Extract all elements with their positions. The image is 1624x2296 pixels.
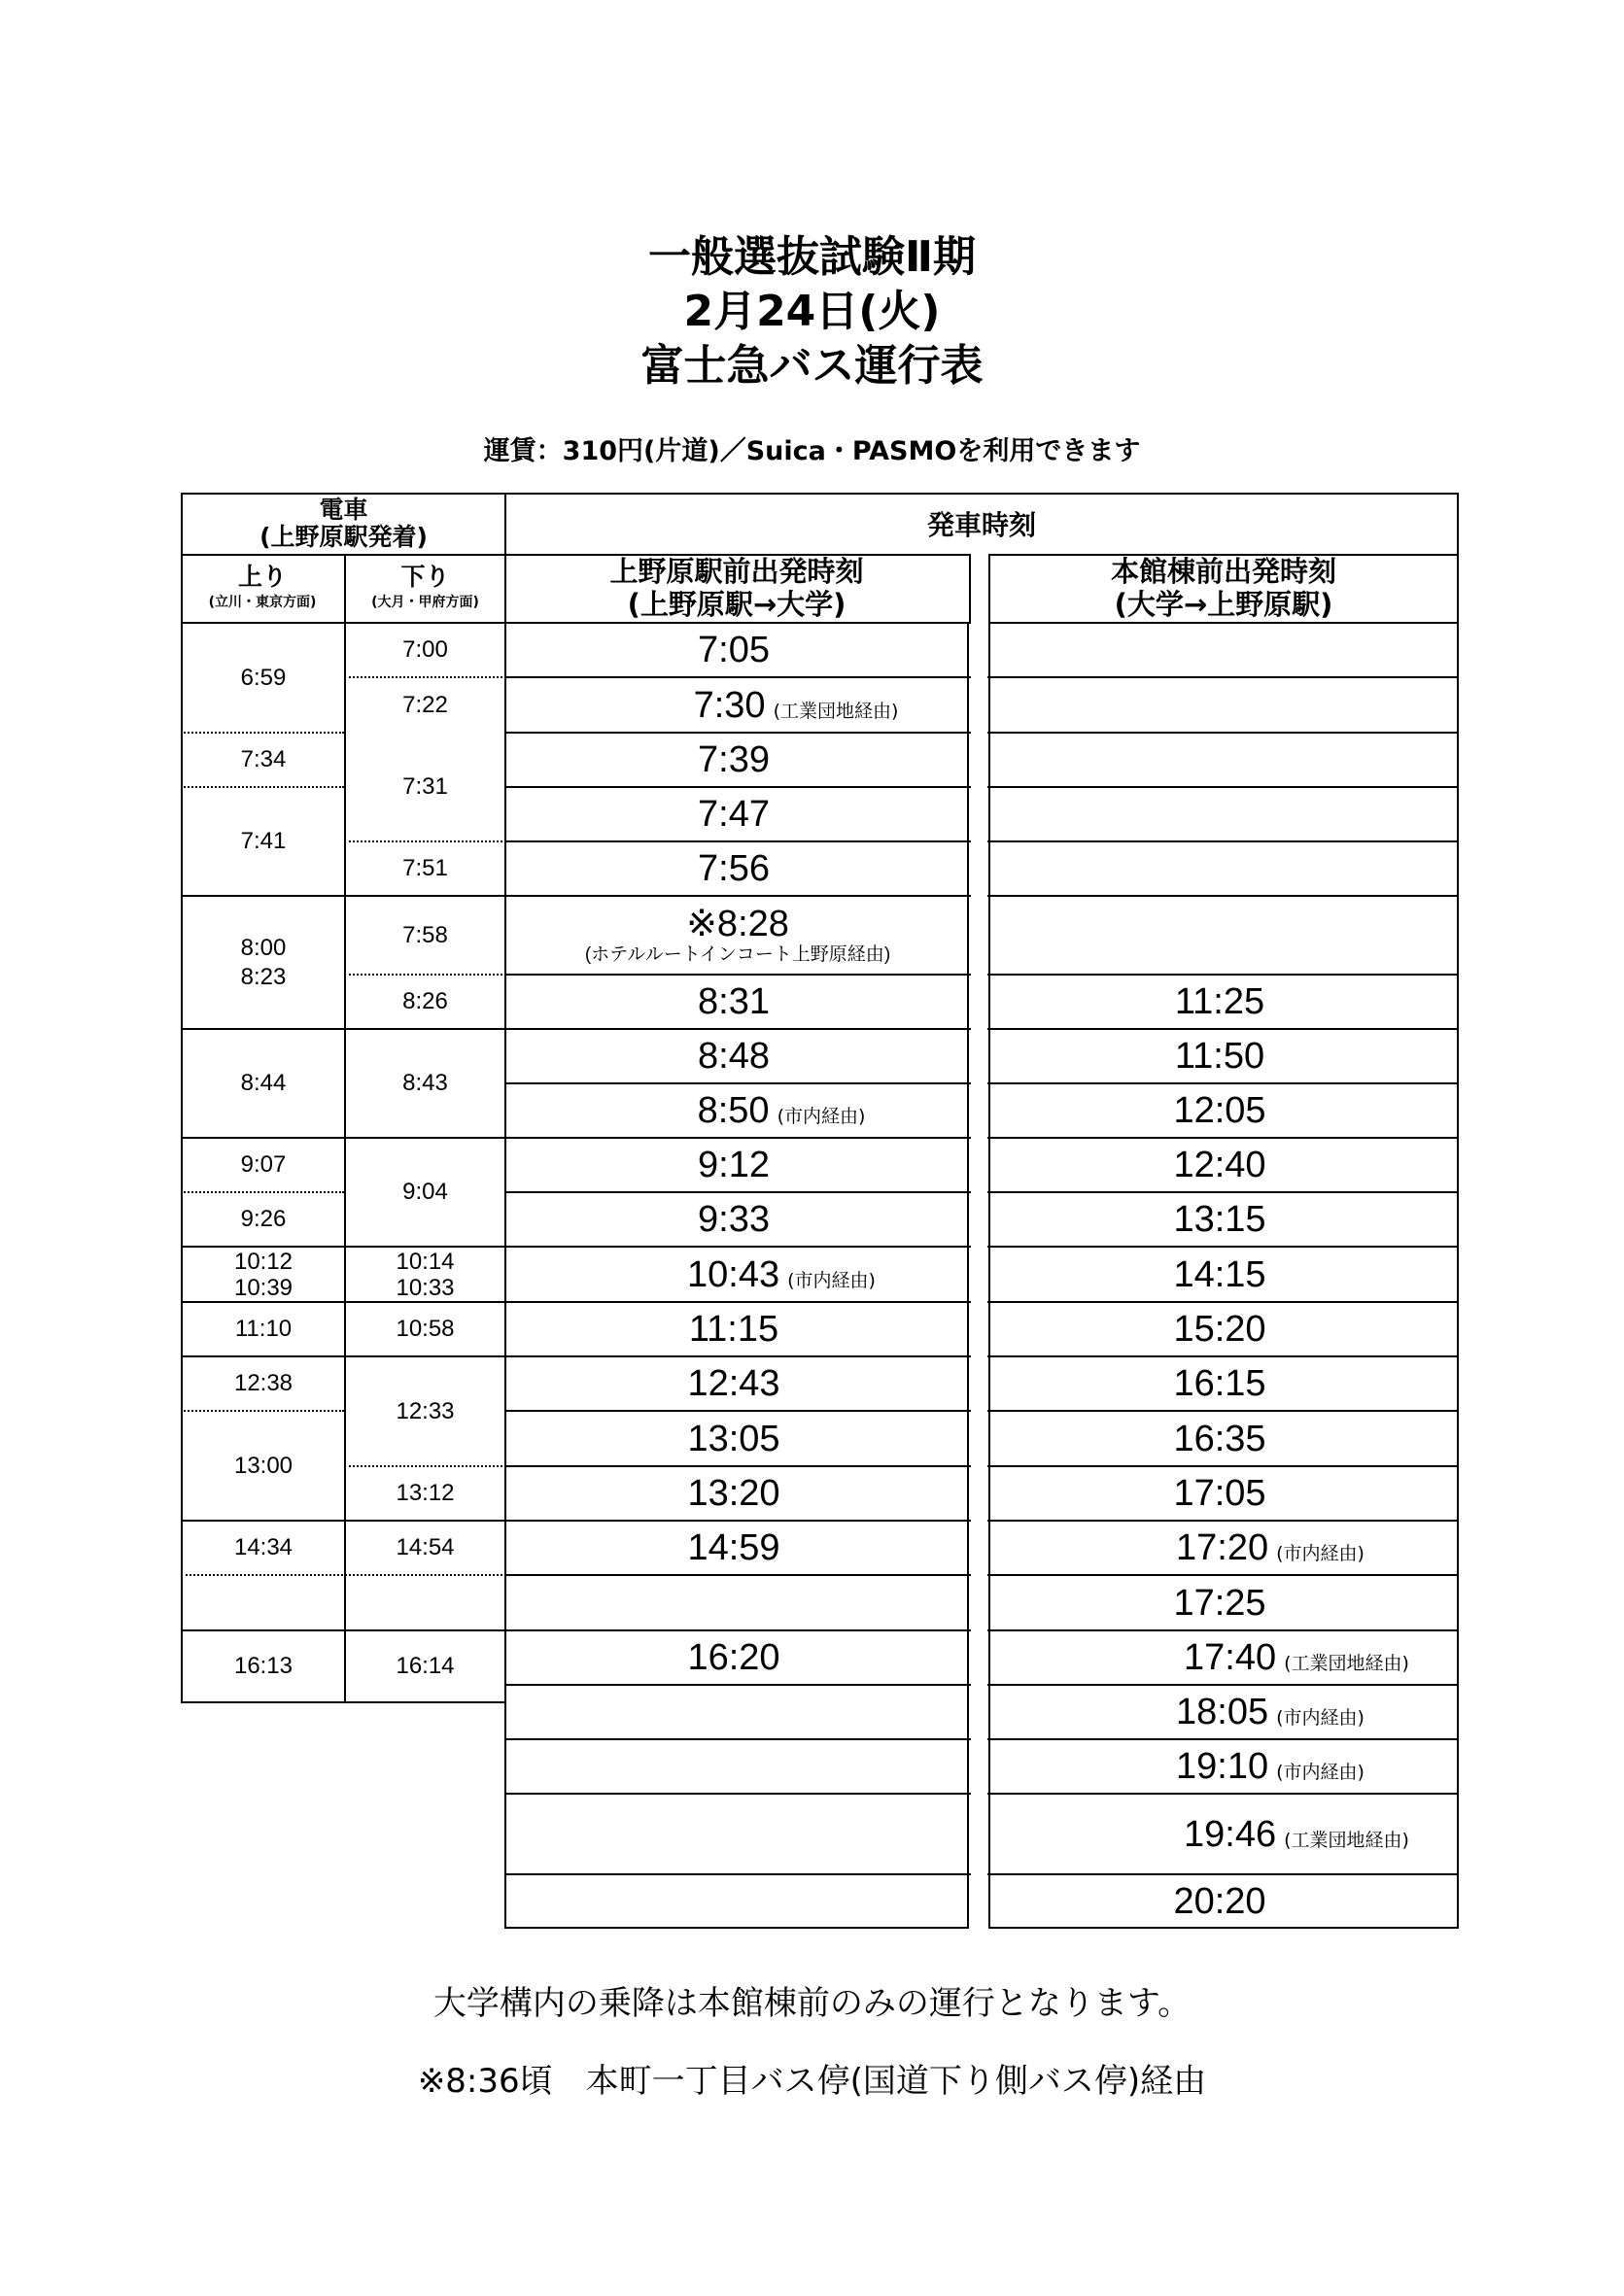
from-station-row <box>506 788 969 840</box>
train-up-cell: 6:59 <box>240 664 287 691</box>
departure-time: 9:12 <box>698 1145 770 1185</box>
from-campus-row <box>990 976 1457 1028</box>
route-note: (工業団地経由) <box>1284 1829 1409 1851</box>
from-campus-row <box>990 1248 1457 1301</box>
from-campus-row <box>990 1084 1457 1137</box>
departure-time: 12:43 <box>687 1363 780 1404</box>
departure-time: 7:05 <box>698 630 770 670</box>
train-up-cell: 11:10 <box>234 1316 293 1342</box>
header-gap <box>971 554 988 624</box>
train-down-direction: (大月・甲府方面) <box>371 595 479 610</box>
train-up-cell: 16:13 <box>233 1653 294 1679</box>
train-down-cell: 7:58 <box>402 921 448 948</box>
from-campus-row <box>990 1576 1457 1629</box>
departure-time: 16:20 <box>687 1637 780 1678</box>
from-station-row <box>506 842 969 895</box>
from-campus-row <box>990 1467 1457 1520</box>
train-down-cell: 16:14 <box>396 1653 455 1679</box>
departure-time: 16:35 <box>1173 1418 1266 1459</box>
from-campus-row <box>990 1139 1457 1191</box>
train-down-header <box>344 554 506 622</box>
from-campus-row <box>990 788 1457 840</box>
from-campus-row <box>990 624 1457 676</box>
train-header-title: 電車 <box>319 495 368 524</box>
page-title-bus-schedule: 富士急バス運行表 <box>640 341 984 391</box>
route-note: (ホテルルートインコート上野原経由) <box>584 943 891 965</box>
departure-time: 12:40 <box>1173 1145 1266 1185</box>
departure-time: 13:20 <box>687 1473 780 1514</box>
route-note: (工業団地経由) <box>1284 1653 1409 1674</box>
fare-note: 運賃：310円(片道)／Suica・PASMOを利用できます <box>483 436 1141 466</box>
departure-time: 13:15 <box>1173 1199 1266 1240</box>
train-down-cell <box>346 1576 504 1629</box>
train-up-header <box>181 554 344 622</box>
footer-note-stop: ※8:36頃 本町一丁目バス停(国道下り側バス停)経由 <box>417 2062 1207 2101</box>
from-campus-row <box>990 1795 1457 1873</box>
from-station-header-line1: 上野原駅前出発時刻 <box>609 555 864 588</box>
departure-time: 11:25 <box>1174 981 1265 1022</box>
departure-time: 17:40 <box>1184 1637 1277 1678</box>
from-station-row <box>506 1357 969 1410</box>
departure-time: 9:33 <box>698 1199 770 1240</box>
train-header-subtitle: (上野原駅発着) <box>259 522 428 551</box>
train-up-cell: 9:07 <box>240 1151 287 1178</box>
from-station-row <box>506 1412 969 1465</box>
departure-time: 7:39 <box>698 739 770 780</box>
train-up-cell <box>183 1576 344 1629</box>
train-up-cell: 8:44 <box>240 1070 287 1096</box>
from-campus-row <box>990 1875 1457 1927</box>
train-down-cell: 7:51 <box>402 855 448 881</box>
departure-time: 19:46 <box>1184 1813 1277 1855</box>
from-station-header <box>504 554 969 622</box>
from-station-row <box>506 1686 969 1738</box>
from-campus-row <box>990 1412 1457 1465</box>
from-station-row <box>506 1084 969 1137</box>
train-down-cell: 14:54 <box>396 1534 455 1560</box>
from-station-row <box>506 678 969 732</box>
route-note: (市内経由) <box>1276 1543 1365 1564</box>
from-station-row <box>506 734 969 786</box>
from-campus-header <box>988 554 1459 622</box>
from-station-row <box>506 1193 969 1246</box>
train-down-cell: 13:12 <box>396 1480 455 1506</box>
from-station-row <box>506 1248 969 1301</box>
train-up-label: 上り <box>237 563 287 591</box>
route-note: (市内経由) <box>777 1106 866 1127</box>
from-station-row <box>506 897 969 974</box>
from-campus-row <box>990 1357 1457 1410</box>
from-station-row <box>506 1631 969 1684</box>
train-down-cell: 10:58 <box>396 1316 455 1342</box>
train-up-cell: 8:00 8:23 <box>240 934 287 990</box>
header-gap-right <box>988 554 990 624</box>
train-down-cell: 12:33 <box>396 1397 455 1424</box>
train-down-cell: 7:22 <box>402 691 448 718</box>
from-station-row <box>506 1139 969 1191</box>
departure-time: 11:15 <box>688 1309 779 1350</box>
train-up-direction: (立川・東京方面) <box>208 595 317 610</box>
departure-time: 16:15 <box>1173 1363 1266 1404</box>
departure-time: 7:56 <box>698 848 770 889</box>
departure-time: 15:20 <box>1173 1309 1266 1350</box>
departure-time: 18:05 <box>1176 1692 1269 1732</box>
from-campus-row <box>990 734 1457 786</box>
departure-time: 13:05 <box>687 1418 780 1459</box>
from-station-row <box>506 1030 969 1082</box>
from-campus-row <box>990 1030 1457 1082</box>
departure-time: 7:47 <box>698 794 770 835</box>
page-title-date: 2月24日(火) <box>683 287 941 336</box>
departure-time: 11:50 <box>1174 1036 1265 1077</box>
from-station-row <box>506 1576 969 1629</box>
train-up-cell: 7:41 <box>240 828 287 854</box>
departure-time: 14:59 <box>687 1527 780 1568</box>
from-campus-row <box>990 1631 1457 1684</box>
route-note: (工業団地経由) <box>773 700 899 722</box>
from-station-row <box>506 1795 969 1873</box>
route-note: (市内経由) <box>1276 1762 1365 1783</box>
departure-time: 12:05 <box>1173 1090 1266 1131</box>
from-campus-row <box>990 1522 1457 1574</box>
train-down-cell: 8:26 <box>402 988 448 1014</box>
from-campus-row <box>990 1686 1457 1738</box>
from-campus-header-line2: (大学→上野原駅) <box>1114 588 1333 621</box>
from-station-row <box>506 1303 969 1355</box>
from-station-row <box>506 976 969 1028</box>
train-down-label: 下り <box>400 563 450 591</box>
from-campus-row <box>990 842 1457 895</box>
departure-time: 20:20 <box>1173 1880 1266 1922</box>
train-up-cell: 10:12 10:39 <box>233 1248 294 1301</box>
from-station-row <box>506 1875 969 1927</box>
departure-time: 19:10 <box>1176 1746 1269 1787</box>
train-up-cell: 13:00 <box>233 1452 294 1479</box>
departure-time: 17:05 <box>1173 1473 1266 1514</box>
train-up-cell: 7:34 <box>240 746 287 772</box>
train-up-cell: 14:34 <box>233 1534 294 1560</box>
column-gap <box>971 624 987 1931</box>
train-up-cell: 9:26 <box>240 1206 287 1232</box>
from-campus-row <box>990 1303 1457 1355</box>
page-title-line1: 一般選抜試験Ⅱ期 <box>648 232 976 282</box>
footer-note-boarding: 大学構内の乗降は本館棟前のみの運行となります。 <box>432 1984 1192 2023</box>
from-station-row <box>506 1740 969 1793</box>
from-campus-row <box>990 678 1457 732</box>
departure-time: 8:48 <box>698 1036 770 1077</box>
departure-time: 17:25 <box>1173 1582 1266 1624</box>
train-down-cell: 7:00 <box>402 636 448 663</box>
from-station-header-line2: (上野原駅→大学) <box>627 588 847 621</box>
train-down-cell: 10:14 10:33 <box>396 1248 455 1301</box>
from-campus-row <box>990 897 1457 974</box>
departure-time: 7:30 <box>693 684 766 726</box>
route-note: (市内経由) <box>787 1269 876 1291</box>
departure-time: 8:50 <box>697 1090 770 1131</box>
departure-time: 14:15 <box>1173 1253 1266 1295</box>
departure-time: 8:31 <box>698 981 770 1022</box>
from-station-row <box>506 1467 969 1520</box>
departure-header-title: 発車時刻 <box>926 508 1036 541</box>
train-up-cell: 12:38 <box>233 1370 294 1396</box>
train-down-cell: 7:31 <box>402 773 448 800</box>
departure-time: 10:43 <box>687 1253 780 1295</box>
train-header <box>181 493 506 554</box>
departure-time: ※8:28 <box>686 903 789 944</box>
from-campus-row <box>990 1193 1457 1246</box>
from-station-row <box>506 1522 969 1574</box>
from-campus-row <box>990 1740 1457 1793</box>
train-down-cell: 8:43 <box>402 1070 448 1096</box>
train-down-cell: 9:04 <box>402 1179 448 1205</box>
from-station-row <box>506 624 969 676</box>
route-note: (市内経由) <box>1276 1707 1365 1729</box>
from-campus-header-line1: 本館棟前出発時刻 <box>1110 555 1336 588</box>
departure-time: 17:20 <box>1176 1527 1269 1568</box>
